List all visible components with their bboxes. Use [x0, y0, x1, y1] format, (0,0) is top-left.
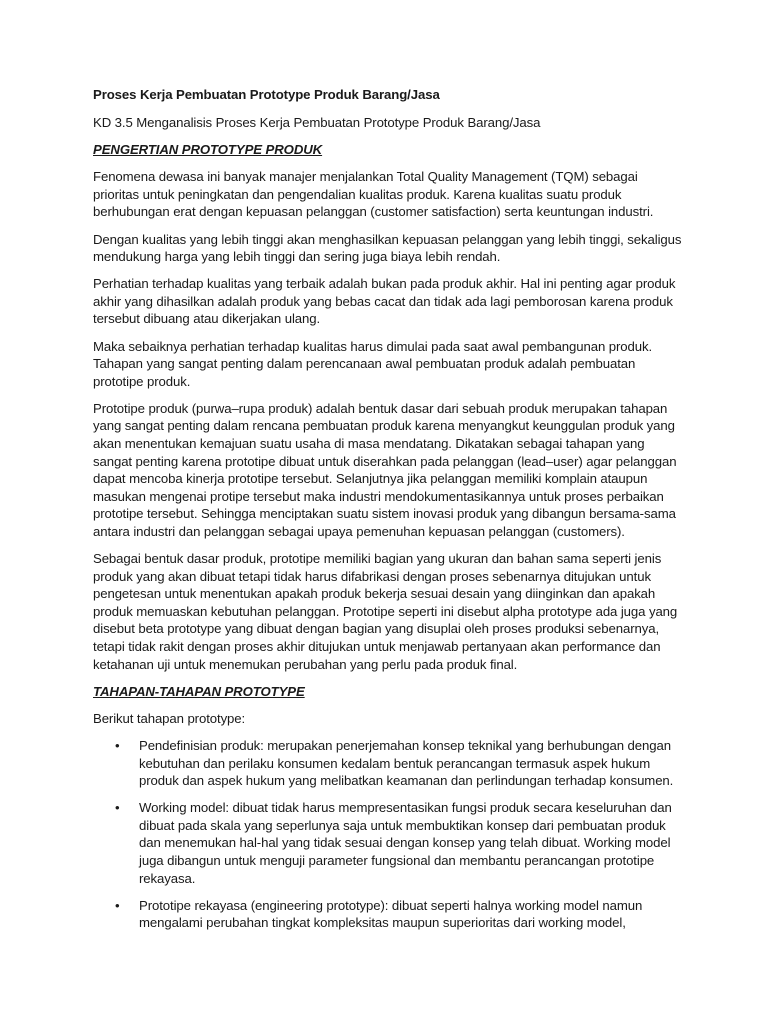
- list-item-text: Working model: dibuat tidak harus mempresentasikan fungsi produk secara keseluruhan dan dibuat pada skala yang seperlunya saja untuk membuktikan konsep dari pembuatan produk dan menemukan hal-hal yang tidak sesuai dengan konsep yang telah dibuat. Working model juga dibangun untuk menguji parameter fungsional dan membantu perancangan prototipe rekayasa.: [139, 800, 672, 886]
- paragraph: Fenomena dewasa ini banyak manajer menjalankan Total Quality Management (TQM) sebagai prioritas untuk peningkatan dan pengendalian kualitas produk. Karena kualitas suatu produk berhubungan erat dengan kepuasan pelanggan (customer satisfaction) serta keuntungan industri.: [93, 169, 654, 220]
- paragraph: Maka sebaiknya perhatian terhadap kualitas harus dimulai pada saat awal pembangunan produk. Tahapan yang sangat penting dalam perencanaan awal pembuatan produk adalah pembuatan prototipe produk.: [93, 338, 653, 389]
- list-item: [93, 897, 683, 932]
- paragraph: Prototipe produk (purwa–rupa produk) adalah bentuk dasar dari sebuah produk merupakan tahapan yang sangat penting dalam rencana pembuatan produk karena menyangkut keunggulan produk yang akan menentukan kemajuan suatu usaha di masa mendatang. Dikatakan sebagai tahapan yang sangat penting karena prototipe dibuat untuk diserahkan pada pelanggan (lead–user) agar pelanggan dapat mencoba kinerja prototipe tersebut. Selanjutnya jika pelanggan memiliki komplain ataupun masukan mengenai protipe tersebut maka industri mendokumentasikannya untuk proses perbaikan prototipe tersebut. Sehingga menciptakan suatu sistem inovasi produk yang dibangun bersama-sama antara industri dan pelanggan sebagai upaya pemenuhan kepuasan pelanggan (customers).: [93, 400, 677, 539]
- paragraph: Sebagai bentuk dasar produk, prototipe memiliki bagian yang ukuran dan bahan sama seperti jenis produk yang akan dibuat tetapi tidak harus difabrikasi dengan proses sebenarnya ditujukan untuk pengetesan untuk menentukan apakah produk bekerja sesuai desain yang diinginkan dan apakah produk memuaskan kebutuhan pelanggan. Prototipe seperti ini disebut alpha prototype ada juga yang disebut beta prototype yang dibuat dengan bagian yang disuplai oleh proses produksi sebenarnya, tetapi tidak rakit dengan proses akhir ditujukan untuk menjawab pertanyaan akan performance dan ketahanan uji untuk menemukan perubahan yang perlu pada produk final.: [93, 551, 678, 672]
- list-item-text: Prototipe rekayasa (engineering prototype): dibuat seperti halnya working model namun mengalami perubahan tingkat kompleksitas maupun superioritas dari working model,: [139, 897, 643, 931]
- paragraph: Dengan kualitas yang lebih tinggi akan menghasilkan kepuasan pelanggan yang lebih tinggi, sekaligus mendukung harga yang lebih tinggi dan sering juga biaya lebih rendah.: [93, 231, 682, 265]
- list-item: [93, 737, 683, 790]
- bullet-icon: •: [115, 737, 120, 753]
- paragraph: Perhatian terhadap kualitas yang terbaik adalah bukan pada produk akhir. Hal ini penting agar produk akhir yang dihasilkan adalah produk yang bebas cacat dan tidak ada lagi pemborosan karena produk tersebut dibuang atau dikerjakan ulang.: [93, 276, 676, 327]
- bullet-icon: •: [115, 897, 120, 913]
- list-item-text: Pendefinisian produk: merupakan penerjemahan konsep teknikal yang berhubungan dengan kebutuhan dan perilaku konsumen kedalam bentuk perancangan termasuk aspek hukum produk dan aspek hukum yang melibatkan keamanan dan perlindungan terhadap konsumen.: [139, 737, 674, 789]
- document-title: Proses Kerja Pembuatan Prototype Produk Barang/Jasa: [93, 87, 440, 102]
- document-body: [93, 86, 683, 941]
- bullet-icon: •: [115, 800, 120, 816]
- section-heading-tahapan: TAHAPAN-TAHAPAN PROTOTYPE: [93, 683, 305, 699]
- list-intro: Berikut tahapan prototype:: [93, 710, 246, 726]
- steps-list: [93, 737, 683, 932]
- competency-line: KD 3.5 Menganalisis Proses Kerja Pembuatan Prototype Produk Barang/Jasa: [93, 114, 541, 130]
- section-heading-pengertian: PENGERTIAN PROTOTYPE PRODUK: [93, 142, 323, 158]
- list-item: [93, 799, 683, 887]
